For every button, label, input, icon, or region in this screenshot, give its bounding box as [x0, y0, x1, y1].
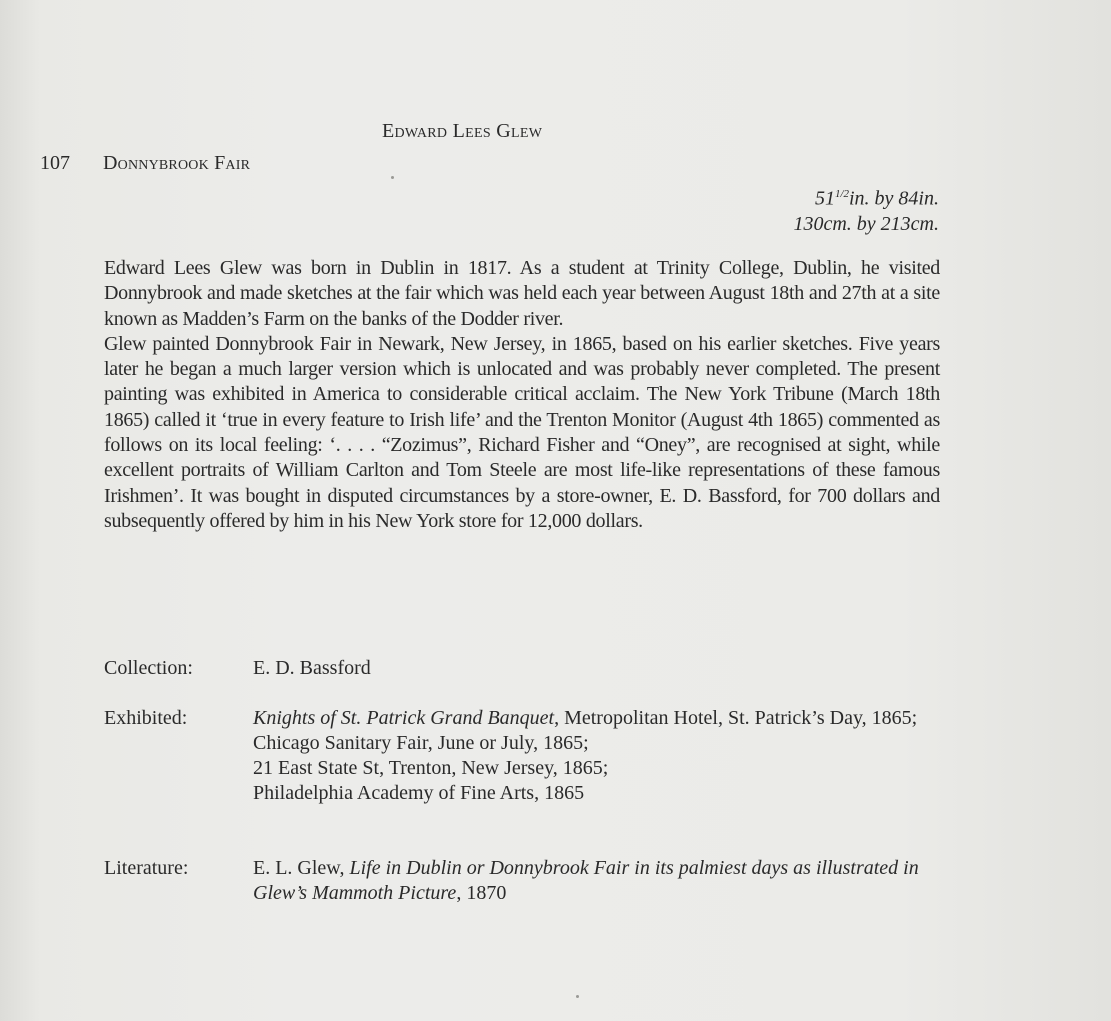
paper-speck — [391, 176, 394, 179]
entry-description — [104, 256, 940, 534]
exhibition-item: 21 East State St, Trenton, New Jersey, 1865; — [253, 757, 609, 779]
dimensions — [793, 182, 939, 237]
exhibition-item: Chicago Sanitary Fair, June or July, 1865; — [253, 732, 589, 754]
dimensions-cm: 130cm. by 213cm. — [793, 212, 939, 235]
collection-value: E. D. Bassford — [253, 657, 371, 679]
entry-title: Donnybrook Fair — [103, 152, 251, 174]
exhibited-label: Exhibited: — [104, 707, 188, 729]
literature-reference: E. L. Glew, Life in Dublin or Donnybrook Fair in its palmiest days as illustrated in Glew’s Mammoth Picture, 1870 — [253, 857, 919, 904]
entry-number: 107 — [40, 152, 70, 174]
exhibition-item: Philadelphia Academy of Fine Arts, 1865 — [253, 782, 585, 804]
description-paragraph-2: Glew painted Donnybrook Fair in Newark, New Jersey, in 1865, based on his earlier sketches. Five years later he began a much larger version which is unlocated and was probably never completed. The present painting was exhibited in America to considerable critical acclaim. The New York Tribune (March 18th 1865) called it ‘true in every feature to Irish life’ and the Trenton Monitor (August 4th 1865) commented as follows on its local feeling: ‘. . . . “Zozimus”, Richard Fisher and “Oney”, are recognised at sight, while excellent portraits of William Carlton and Tom Steele are most life-like representations of these famous Irishmen’. It was bought in disputed circumstances by a store-owner, E. D. Bassford, for 700 dollars and subsequently offered by him in his New York store for 12,000 dollars. — [104, 332, 940, 532]
exhibition-item: Knights of St. Patrick Grand Banquet, Metropolitan Hotel, St. Patrick’s Day, 1865; — [253, 707, 918, 729]
paper-speck — [576, 995, 579, 998]
literature-label: Literature: — [104, 857, 189, 879]
collection-label: Collection: — [104, 657, 193, 679]
artist-heading: Edward Lees Glew — [382, 120, 543, 142]
dimensions-inches: $51^{1/2}in$. by 84in. — [814, 187, 939, 210]
exhibited-list — [253, 706, 943, 806]
description-paragraph-1: Edward Lees Glew was born in Dublin in 1817. As a student at Trinity College, Dublin, he visited Donnybrook and made sketches at the fair which was held each year between August 18th and 27th at a site known as Madden’s Farm on the banks of the Dodder river. — [104, 257, 940, 330]
